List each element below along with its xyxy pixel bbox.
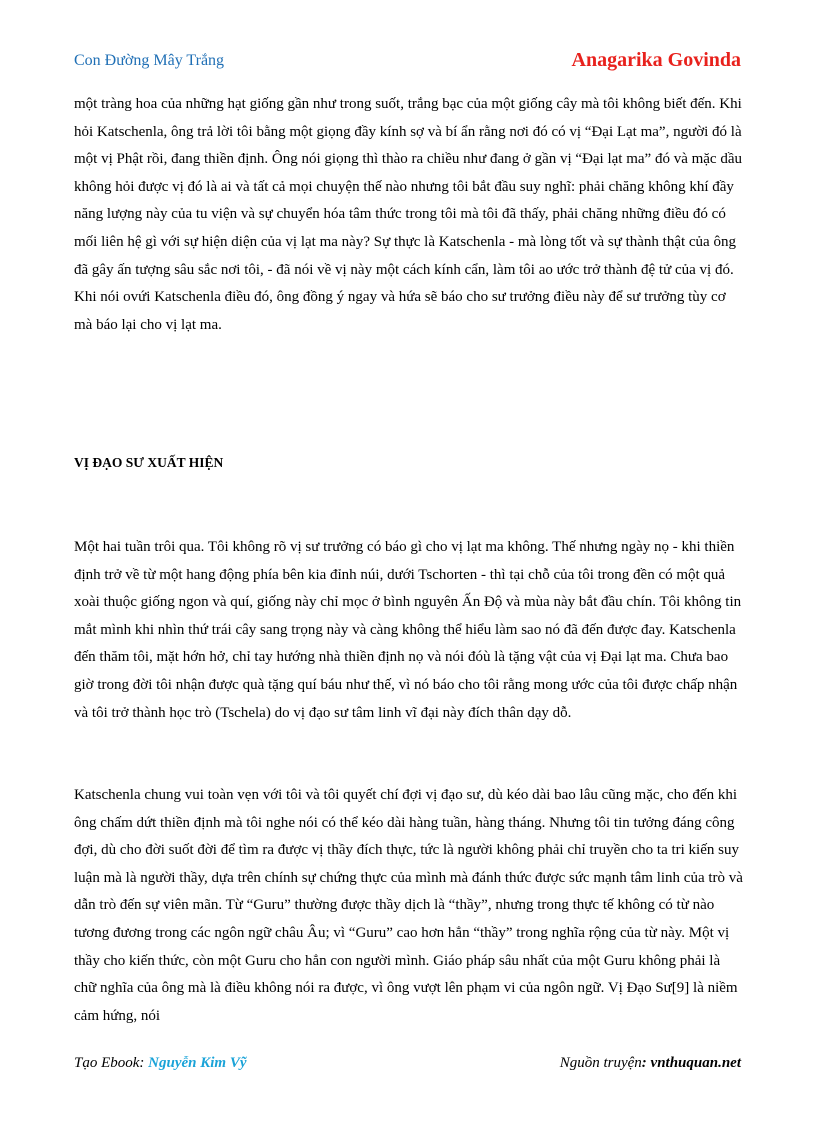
footer-source-sep: : [641, 1055, 651, 1071]
footer-source-label: Nguồn truyện [559, 1055, 642, 1071]
footer-ebook-name: Nguyễn Kim Vỹ [148, 1055, 247, 1071]
paragraph-2: Một hai tuần trôi qua. Tôi không rõ vị sư trưởng có báo gì cho vị lạt ma không. Thế nhưng ngày nọ - khi thiền định trở về từ một hang động phía bên kia đỉnh núi, dưới Tschorten - thì tại chỗ của tôi trong đền có một quả xoài thuộc giống ngon và quí, giống này chỉ mọc ở bình nguyên Ấn Độ và mùa này bắt đầu chín. Tôi không tin mắt mình khi nhìn thứ trái cây sang trọng này và càng không thể hiểu làm sao nó đã đến được đay. Katschenla đến thăm tôi, mặt hớn hở, chỉ tay hướng nhà thiền định nọ và nói đóù là tặng vật của vị Đại lạt ma. Chưa bao giờ trong đời tôi nhận được quà tặng quí báu như thế, vì nó báo cho tôi rằng mong ước của tôi được chấp nhận và tôi trở thành học trò (Tschela) do vị đạo sư tâm linh vĩ đại này đích thân dạy dỗ. [74, 539, 742, 721]
footer-ebook-credit [74, 1055, 247, 1072]
book-title: Con Đường Mây Trắng [74, 52, 225, 69]
footer-ebook-sep: : [139, 1055, 149, 1071]
footer-source-site: vnthuquan.net [650, 1055, 741, 1071]
paragraph-3: Katschenla chung vui toàn vẹn với tôi và tôi quyết chí đợi vị đạo sư, dù kéo dài bao lâu cũng mặc, cho đến khi ông chấm dứt thiền định mà tôi nghe nói có thể kéo dài hàng tuần, hàng tháng. Nhưng tôi tin tưởng đáng công đợi, dù cho đời suốt đời để tìm ra được vị thầy đích thực, tức là người không phải chỉ truyền cho ta tri kiến suy luận mà là người thầy, dựa trên chính sự chứng thực của mình mà đánh thức được sức mạnh tâm linh của trò và dẫn trò đến sự viên mãn. Từ “Guru” thường được thầy dịch là “thầy”, nhưng trong thực tế không có từ nào tương đương trong các ngôn ngữ châu Âu; vì “Guru” cao hơn hẳn “thầy” trong nghĩa rộng của từ này. Một vị thầy cho kiến thức, còn một Guru cho hẳn con người mình. Giáo pháp sâu nhất của một Guru không phải là chữ nghĩa của ông mà là điều không nói ra được, vì ông vượt lên phạm vi của ngôn ngữ. Vị Đạo Sư[9] là niềm cảm hứng, nói [74, 787, 743, 1024]
footer-ebook-label: Tạo Ebook [74, 1055, 140, 1071]
author-name: Anagarika Govinda [571, 49, 741, 71]
paragraph-1: một tràng hoa của những hạt giống gần như trong suốt, trắng bạc của một giống cây mà tôi không biết đến. Khi hỏi Katschenla, ông trả lời tôi bằng một giọng đầy kính sợ và bí ẩn rằng nơi đó có vị “Đại Lạt ma”, người đó là một vị Phật rồi, đang thiền định. Ông nói giọng thì thào ra chiều như đang ở gần vị “Đại lạt ma” đó và mặc dầu không hỏi được vị đó là ai và tất cả mọi chuyện thế nào nhưng tôi bắt đầu suy nghĩ: phải chăng không khí đầy năng lượng này của tu viện và sự chuyển hóa tâm thức trong tôi mà tôi đã thấy, phải chăng những điều đó có mối liên hệ gì với sự hiện diện của vị lạt ma này? Sự thực là Katschenla - mà lòng tốt và sự thành thật của ông đã gây ấn tượng sâu sắc nơi tôi, - đã nói về vị này một cách kính cẩn, làm tôi ao ước trở thành đệ tử của vị đó. Khi nói ovứi Katschenla điều đó, ông đồng ý ngay và hứa sẽ báo cho sư trưởng điều này để sư trưởng tùy cơ mà báo lại cho vị lạt ma. [74, 96, 742, 333]
section-heading: VỊ ĐẠO SƯ XUẤT HIỆN [74, 455, 224, 470]
footer-source-credit [560, 1055, 741, 1072]
